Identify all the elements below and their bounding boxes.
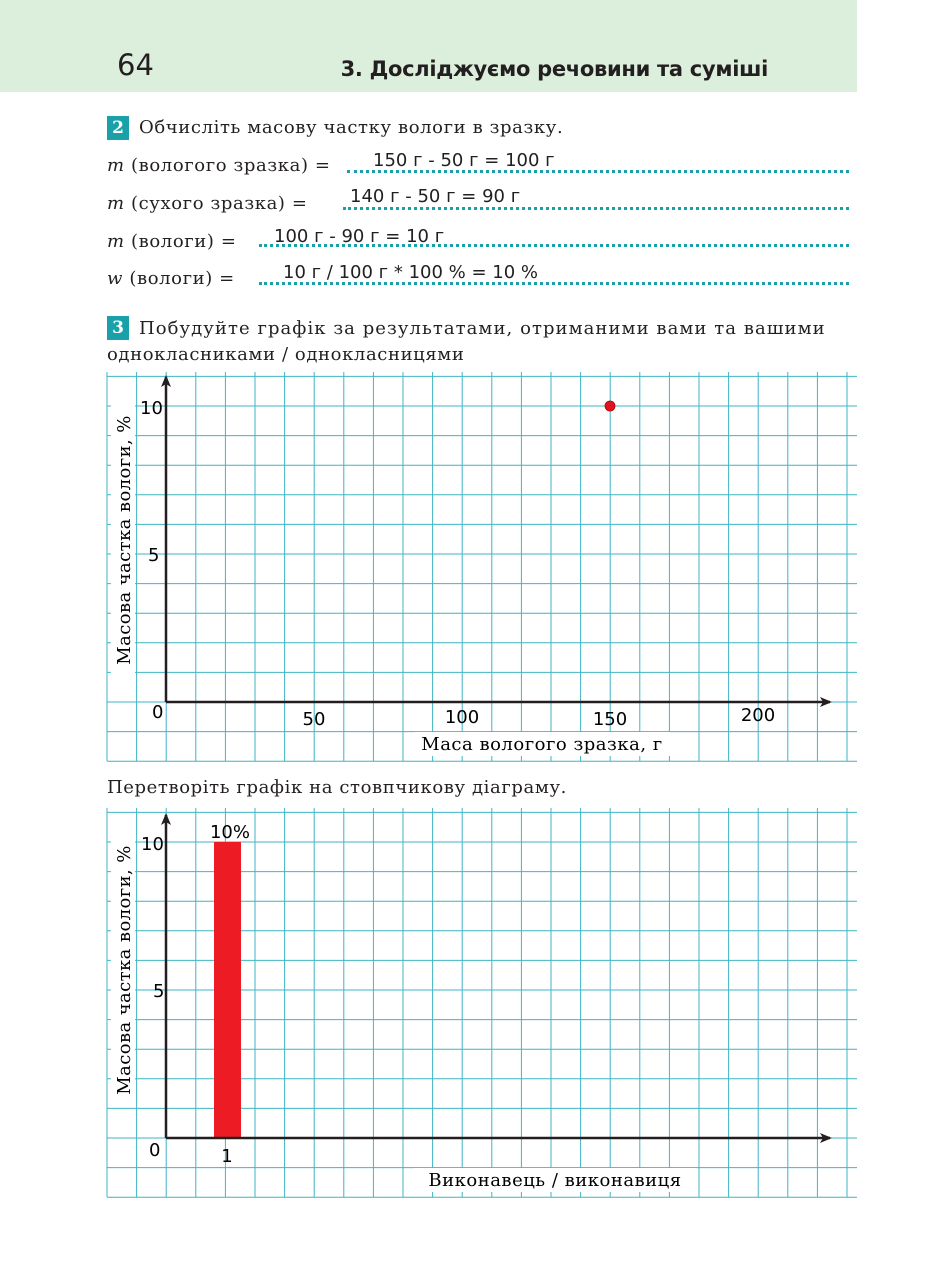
convert-prompt: Перетворіть графік на стовпчикову діаграму. — [107, 777, 567, 798]
line-wet-mass-label: m (вологого зразка) = — [107, 155, 331, 176]
task-3-prompt-line-2: однокласниками / однокласницями — [107, 344, 465, 365]
y-tick-label: 5 — [153, 981, 165, 1002]
bar — [214, 842, 241, 1138]
task-3-prompt-line-1: Побудуйте графік за результатами, отриманими вами та вашими — [139, 318, 826, 339]
answer-dry-mass[interactable]: 140 г - 50 г = 90 г — [350, 186, 521, 207]
task-3-badge: 3 — [107, 316, 129, 340]
y-tick-label: 5 — [148, 545, 160, 566]
line-mass-fraction-label: w (вологи) = — [107, 268, 235, 289]
origin-label: 0 — [149, 1140, 161, 1161]
answer-moisture-mass[interactable]: 100 г - 90 г = 10 г — [274, 226, 445, 247]
category-label: 1 — [221, 1146, 233, 1167]
line-moisture-mass-label: m (вологи) = — [107, 231, 237, 252]
answer-mass-fraction[interactable]: 10 г / 100 г * 100 % = 10 % — [283, 262, 539, 283]
x-tick-label: 200 — [740, 705, 776, 726]
x-tick-label: 150 — [592, 709, 628, 730]
y-axis-title: Масова частка вологи, % — [114, 845, 135, 1095]
page-number: 64 — [117, 48, 154, 82]
section-title: 3. Досліджуємо речовини та суміші — [340, 57, 768, 81]
x-tick-label: 100 — [444, 707, 480, 728]
y-axis-title: Масова частка вологи, % — [114, 415, 135, 665]
task-2-badge: 2 — [107, 116, 129, 140]
y-tick-label: 10 — [141, 834, 164, 855]
x-tick-label: 50 — [302, 709, 326, 730]
task-2-prompt: Обчисліть масову частку вологи в зразку. — [139, 117, 564, 138]
line-dry-mass-label: m (сухого зразка) = — [107, 193, 308, 214]
y-tick-label: 10 — [140, 398, 163, 419]
x-axis-title: Маса вологого зразка, г — [421, 734, 663, 755]
data-point — [605, 401, 615, 411]
data-label: 10% — [209, 822, 251, 843]
origin-label: 0 — [152, 702, 164, 723]
x-axis-title: Виконавець / виконавиця — [428, 1170, 682, 1191]
answer-wet-mass[interactable]: 150 г - 50 г = 100 г — [373, 150, 555, 171]
